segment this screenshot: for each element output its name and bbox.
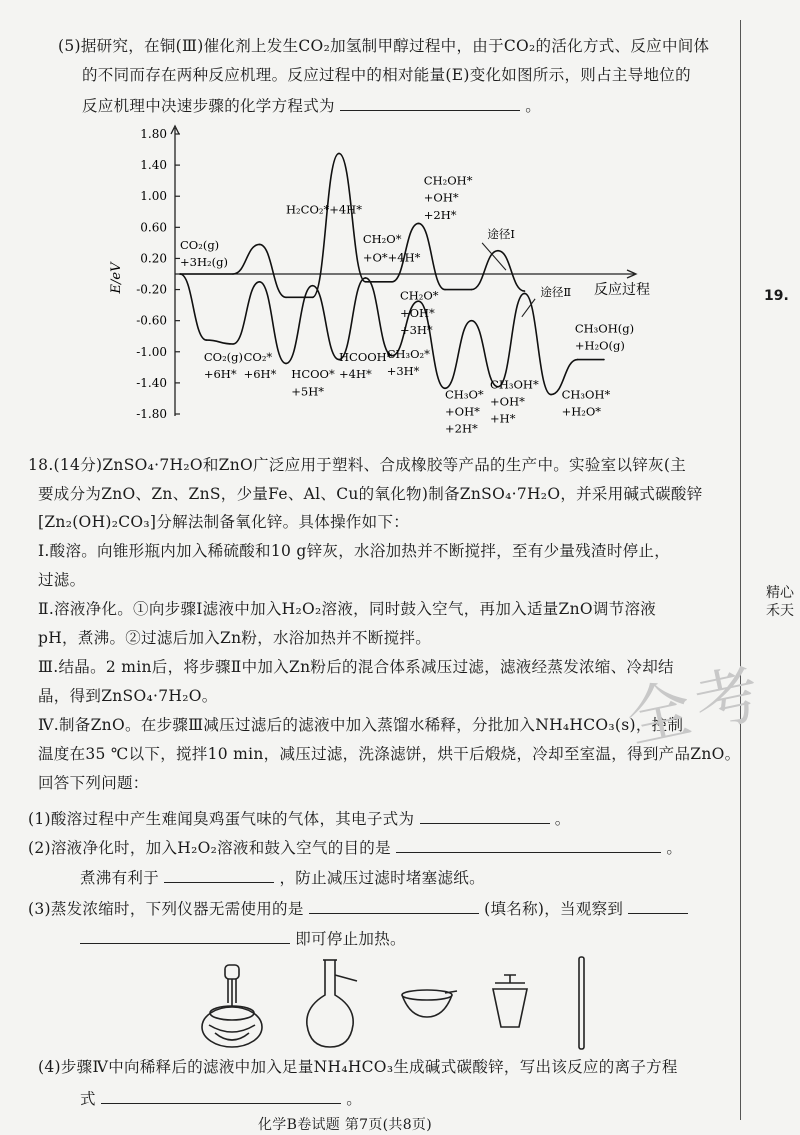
y-tick-label: 1.40: [140, 158, 167, 173]
chart-annotation: CH₃OH*: [490, 377, 539, 392]
chart-annotation: CH₃OH(g): [574, 321, 635, 336]
chart-annotation: +H*: [490, 411, 516, 426]
series-2-point: [285, 363, 287, 365]
q18-line-7: pH，煮沸。②过滤后加入Zn粉，水浴加热并不断搅拌。: [38, 629, 431, 647]
series-2-point: [603, 359, 605, 361]
series-2-point: [232, 343, 234, 345]
q18-sub3c-text: 即可停止加热。: [295, 930, 406, 948]
q18-sub3a-text: (3)蒸发浓缩时，下列仪器无需使用的是: [28, 900, 304, 918]
q18-line-5: 过滤。: [38, 571, 86, 589]
chart-annotation: +H₂O*: [561, 404, 602, 419]
answer-blank-18-2b[interactable]: [164, 866, 274, 883]
series-1-point: [497, 250, 499, 252]
q18-line-12: 回答下列问题：: [38, 774, 149, 792]
chart-annotation: CO₂*: [243, 350, 273, 365]
series-2-point: [365, 277, 367, 279]
q18-sub3a: [28, 897, 688, 919]
series-1-point: [418, 223, 420, 225]
series-1-point: [312, 297, 314, 299]
chart-annotation: H₂CO₂*+4H*: [286, 202, 362, 217]
y-tick-label: -0.20: [136, 282, 167, 297]
y-axis-label: E/eV: [109, 262, 124, 294]
q18-line-1: 18.(14分)ZnSO₄·7H₂O和ZnO广泛应用于塑料、合成橡胶等产品的生产中。实验室以锌灰(主: [28, 456, 686, 474]
q18-sub4b: [80, 1087, 362, 1109]
answer-blank-18-3b[interactable]: [628, 897, 688, 914]
answer-blank-q17[interactable]: [340, 94, 520, 111]
q17-line-3-text: 反应机理中决速步骤的化学方程式为: [82, 97, 335, 115]
series-2-point: [206, 339, 208, 341]
q18-line-4: Ⅰ.酸溶。向锥形瓶内加入稀硫酸和10 g锌灰，水浴加热并不断搅拌，至有少量残渣时停止，: [38, 542, 671, 560]
alcohol-lamp-icon: [202, 965, 262, 1047]
chart-annotation: CO₂(g): [180, 238, 220, 253]
chart-annotation: +3H*: [386, 364, 420, 379]
q18-sub4-punct: 。: [346, 1090, 363, 1108]
chart-annotation: +O*+4H*: [362, 250, 421, 265]
chart-annotation: CH₃OH*: [561, 387, 611, 402]
y-tick-label: -1.40: [136, 375, 167, 390]
series-2-point: [179, 273, 181, 275]
y-tick-label: -1.00: [136, 344, 167, 359]
q18-sub1: [28, 807, 571, 829]
chart-annotation: +2H*: [445, 421, 478, 436]
apparatus-row: [195, 955, 615, 1055]
series-1-point: [338, 153, 340, 155]
chart-annotation: +H₂O(g): [574, 338, 625, 353]
q18-line-10: Ⅳ.制备ZnO。在步骤Ⅲ减压过滤后的滤液中加入蒸馏水稀释，分批加入NH₄HCO₃(s)，控制: [38, 716, 684, 734]
glass-rod-icon: [579, 957, 584, 1049]
column-divider: [740, 20, 741, 1120]
energy-profile-chart: [100, 122, 680, 442]
q18-sub1-punct: 。: [554, 810, 571, 828]
chart-annotation: +2H*: [423, 207, 457, 222]
q18-sub2a: [28, 836, 682, 858]
answer-blank-18-4[interactable]: [101, 1087, 341, 1104]
series-2-point: [577, 359, 579, 361]
chart-annotation: +6H*: [203, 367, 237, 382]
y-tick-label: 1.00: [140, 189, 167, 204]
chart-annotation: CH₃O*: [445, 387, 484, 402]
chart-annotation: 途径Ⅱ: [540, 284, 572, 299]
series-1-point: [285, 297, 287, 299]
chart-annotation: CH₂O*: [362, 231, 402, 246]
chart-annotation: +OH*: [423, 190, 459, 205]
chart-annotation: +3H*: [399, 322, 433, 337]
watermark: 全考: [620, 656, 773, 758]
page-footer: 化学B卷试题 第7页(共8页): [258, 1117, 432, 1133]
series-2-point: [259, 281, 261, 283]
q17-line-3: [82, 94, 541, 116]
q18-line-9: 晶，得到ZnSO₄·7H₂O。: [38, 687, 218, 705]
q17-end-punct: 。: [525, 97, 542, 115]
answer-blank-18-3c[interactable]: [80, 927, 290, 944]
chart-annotation: +OH*: [399, 305, 435, 320]
chart-annotation: +OH*: [490, 394, 525, 409]
q18-line-3: [Zn₂(OH)₂CO₃]分解法制备氧化锌。具体操作如下：: [38, 513, 410, 531]
q18-sub2b: [80, 866, 485, 888]
chart-annotation: +5H*: [291, 384, 325, 399]
q18-sub2a-punct: 。: [666, 839, 683, 857]
x-axis-label: 反应过程: [594, 282, 650, 298]
answer-blank-18-3a[interactable]: [309, 897, 479, 914]
chart-annotation: CH₂OH*: [423, 173, 473, 188]
q18-sub1-text: (1)酸溶过程中产生难闻臭鸡蛋气味的气体，其电子式为: [28, 810, 415, 828]
answer-blank-18-1[interactable]: [420, 807, 550, 824]
chart-annotation: CO₂(g): [203, 350, 244, 365]
y-tick-label: -0.60: [136, 313, 167, 328]
q18-sub2c-text: ，防止减压过滤时堵塞滤纸。: [279, 869, 485, 887]
y-tick-label: -1.80: [136, 407, 167, 421]
q18-line-8: Ⅲ.结晶。2 min后，将步骤Ⅱ中加入Zn粉后的混合体系减压过滤，滤液经蒸发浓缩、冷却结: [38, 658, 674, 676]
y-tick-label: 0.60: [140, 220, 167, 235]
series-1-point: [259, 244, 261, 246]
series-1-point: [524, 290, 526, 292]
margin-fragment-2: 禾天: [766, 603, 794, 619]
next-question-number: 19.: [764, 288, 789, 304]
chart-annotation: +OH*: [445, 404, 480, 419]
chart-annotation: HCOOH*: [339, 350, 393, 365]
q18-line-2: 要成分为ZnO、Zn、ZnS，少量Fe、Al、Cu的氧化物)制备ZnSO₄·7H₂O，并采用碱式碳酸锌: [38, 485, 703, 503]
chart-annotation: +4H*: [339, 367, 372, 382]
evaporating-dish-icon: [402, 990, 457, 1017]
chart-annotation: CH₂O*: [399, 288, 439, 303]
chart-annotation: CH₃O₂*: [386, 347, 430, 361]
chart-annotation: HCOO*: [291, 367, 335, 382]
series-1-point: [471, 289, 473, 291]
q18-sub4b-text: 式: [80, 1090, 96, 1108]
q17-line-2: 的不同而存在两种反应机理。反应过程中的相对能量(E)变化如图所示，则占主导地位的: [82, 66, 691, 84]
series-line-1: [180, 153, 525, 297]
chart-annotation: +3H₂(g): [180, 255, 228, 270]
flask-icon: [307, 960, 357, 1047]
q18-sub3c: [80, 927, 406, 949]
series-1-point: [444, 289, 446, 291]
q18-sub2a-text: (2)溶液净化时，加入H₂O₂溶液和鼓入空气的目的是: [28, 839, 391, 857]
y-tick-label: 1.80: [140, 127, 167, 141]
q18-sub4a: (4)步骤Ⅳ中向稀释后的滤液中加入足量NH₄HCO₃生成碱式碳酸锌，写出该反应的离子方程: [38, 1058, 678, 1076]
q17-line-1: (5)据研究，在铜(Ⅲ)催化剂上发生CO₂加氢制甲醇过程中，由于CO₂的活化方式、反应中间体: [58, 37, 710, 55]
series-2-point: [471, 320, 473, 322]
series-2-point: [524, 293, 526, 295]
margin-fragment-1: 精心: [766, 585, 794, 601]
y-tick-label: 0.20: [140, 251, 167, 266]
series-1-point: [391, 281, 393, 283]
q18-line-11: 温度在35 ℃以下，搅拌10 min，减压过滤，洗涤滤饼，烘干后煅烧，冷却至室温，得到产品ZnO。: [38, 745, 741, 763]
q18-sub2b-text: 煮沸有利于: [80, 869, 160, 887]
crucible-icon: [493, 975, 527, 1027]
series-1-point: [232, 273, 234, 275]
series-1-point: [365, 281, 367, 283]
q18-sub3b-text: (填名称)，当观察到: [484, 900, 624, 918]
series-2-point: [312, 285, 314, 287]
answer-blank-18-2a[interactable]: [396, 836, 661, 853]
chart-annotation: +6H*: [243, 367, 277, 382]
q18-line-6: Ⅱ.溶液净化。①向步骤Ⅰ滤液中加入H₂O₂溶液，同时鼓入空气，再加入适量ZnO调节溶液: [38, 600, 657, 618]
series-2-point: [550, 394, 552, 396]
chart-annotation: 途径Ⅰ: [487, 227, 515, 242]
